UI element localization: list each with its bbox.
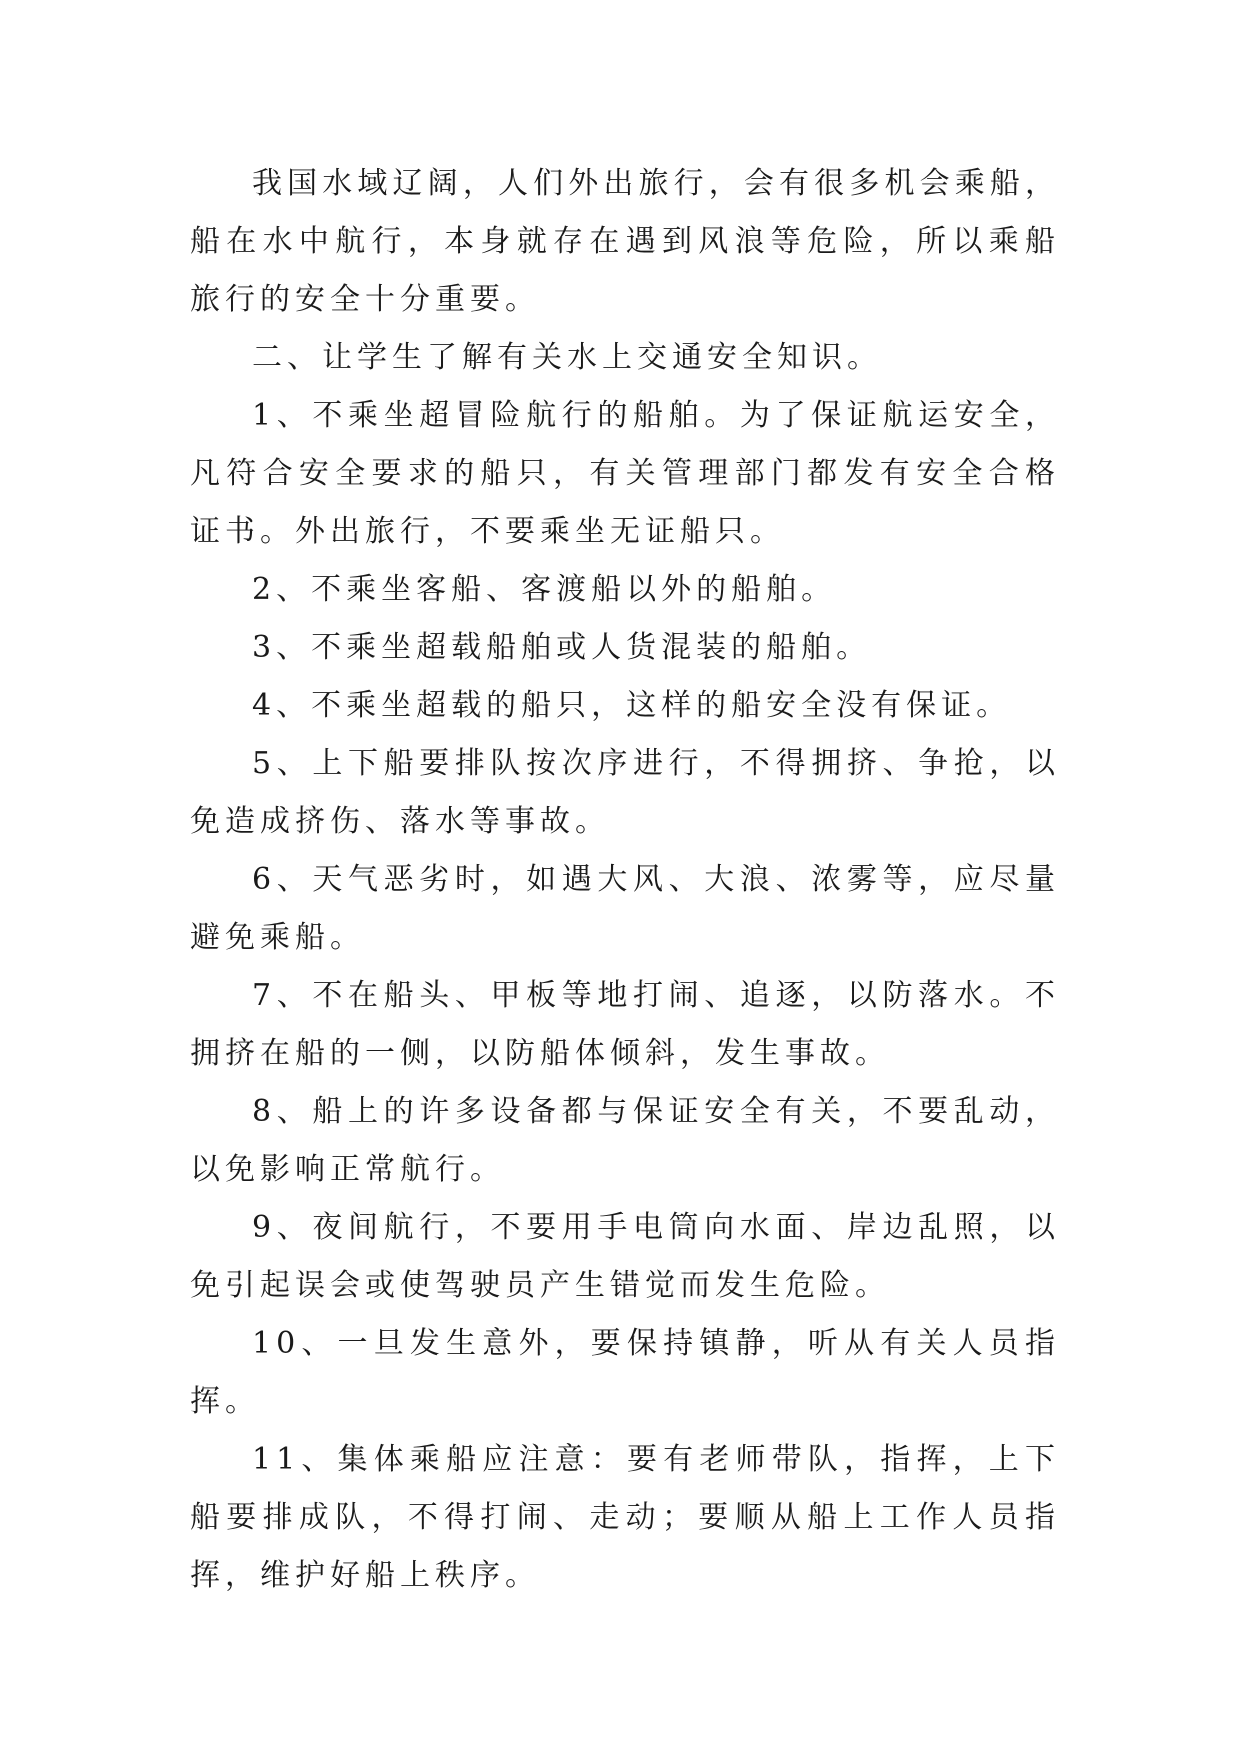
paragraph-item-10: 10、一旦发生意外，要保持镇静，听从有关人员指挥。 (190, 1326, 1060, 1419)
document-body (190, 155, 1060, 1605)
paragraph-item-5: 5、上下船要排队按次序进行，不得拥挤、争抢，以免造成挤伤、落水等事故。 (190, 746, 1060, 839)
paragraph-item-7: 7、不在船头、甲板等地打闹、追逐，以防落水。不拥挤在船的一侧，以防船体倾斜，发生事故。 (190, 978, 1060, 1071)
paragraph-item-1: 1、不乘坐超冒险航行的船舶。为了保证航运安全，凡符合安全要求的船只，有关管理部门都发有安全合格证书。外出旅行，不要乘坐无证船只。 (190, 398, 1060, 549)
paragraph-item-6: 6、天气恶劣时，如遇大风、大浪、浓雾等，应尽量避免乘船。 (190, 862, 1060, 955)
paragraph-item-8: 8、船上的许多设备都与保证安全有关，不要乱动，以免影响正常航行。 (190, 1094, 1060, 1187)
paragraph-item-11: 11、集体乘船应注意：要有老师带队，指挥，上下船要排成队，不得打闹、走动；要顺从船上工作人员指挥，维护好船上秩序。 (190, 1442, 1060, 1593)
paragraph-item-9: 9、夜间航行，不要用手电筒向水面、岸边乱照，以免引起误会或使驾驶员产生错觉而发生危险。 (190, 1210, 1060, 1303)
paragraph-section-heading: 二、让学生了解有关水上交通安全知识。 (252, 340, 882, 375)
paragraph-intro: 我国水域辽阔，人们外出旅行，会有很多机会乘船，船在水中航行，本身就存在遇到风浪等危险，所以乘船旅行的安全十分重要。 (190, 166, 1060, 317)
paragraph-item-2: 2、不乘坐客船、客渡船以外的船舶。 (252, 572, 837, 607)
paragraph-item-4: 4、不乘坐超载的船只，这样的船安全没有保证。 (252, 688, 1012, 723)
paragraph-item-3: 3、不乘坐超载船舶或人货混装的船舶。 (252, 630, 872, 665)
